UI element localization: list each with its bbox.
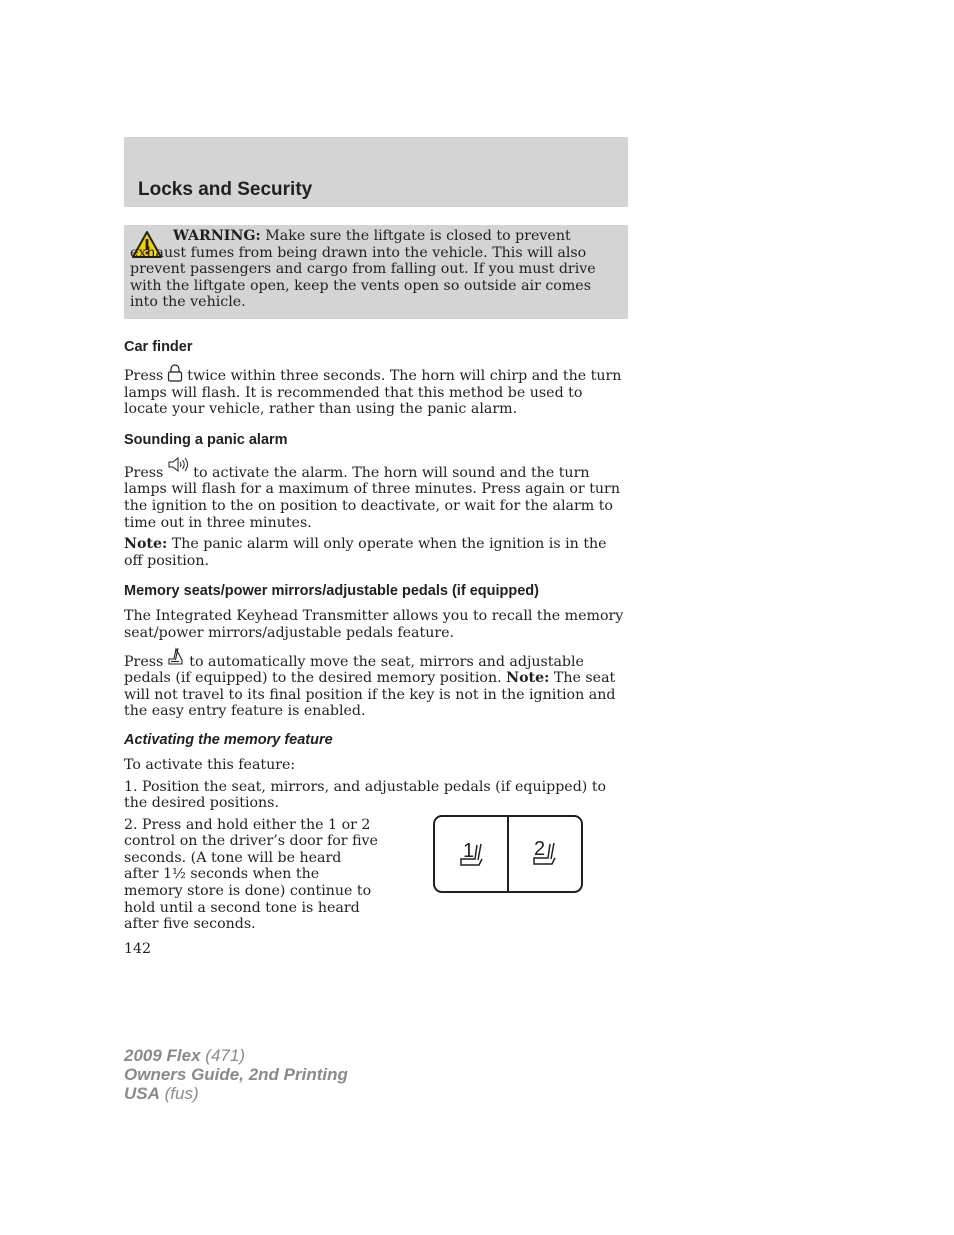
memory-press: Press bbox=[124, 653, 164, 670]
car-finder-paragraph bbox=[124, 364, 628, 418]
panic-alarm-paragraph bbox=[124, 457, 628, 531]
panic-text: to activate the alarm. The horn will sound and the turn lamps will flash for a maximum of three minutes. Press again or turn the ignition to the on position to deactivate, or wait for the alarm to time out in three minutes. bbox=[124, 464, 620, 531]
footer-line-1 bbox=[124, 1046, 348, 1065]
warning-body: Make sure the liftgate is closed to prevent exhaust fumes from being drawn into the vehicle. This will also prevent passengers and cargo from falling out. If you must drive with the liftgate open, keep the vents open so outside air comes into the vehicle. bbox=[130, 228, 596, 311]
activating-step-2: 2. Press and hold either the 1 or 2 control on the driver’s door for five seconds. (A tone will be heard after 1½ seconds when the memory store is done) continue to hold until a second tone is heard after five seconds. bbox=[124, 816, 378, 933]
footer-model: 2009 Flex bbox=[124, 1046, 201, 1065]
footer-line-3 bbox=[124, 1084, 348, 1103]
car-finder-heading: Car finder bbox=[124, 339, 193, 355]
car-finder-text: twice within three seconds. The horn will chirp and the turn lamps will flash. It is recommended that this method be used to locate your vehicle, rather than using the panic alarm. bbox=[124, 368, 622, 418]
memory-paragraph bbox=[124, 647, 628, 720]
memory-text: to automatically move the seat, mirrors and adjustable pedals (if equipped) to the desired memory position. bbox=[124, 653, 584, 687]
page-title: Locks and Security bbox=[138, 179, 313, 200]
warning-label: WARNING: bbox=[173, 228, 261, 244]
footer-market-code: (fus) bbox=[164, 1084, 199, 1103]
panic-note-text: The panic alarm will only operate when the ignition is in the off position. bbox=[124, 536, 607, 569]
activating-heading: Activating the memory feature bbox=[124, 731, 333, 748]
section-header bbox=[124, 137, 628, 207]
memory-switch-illustration bbox=[433, 815, 583, 895]
panic-press: Press bbox=[124, 464, 164, 481]
page-number: 142 bbox=[124, 940, 152, 957]
warning-box bbox=[124, 225, 628, 319]
footer-model-code: (471) bbox=[205, 1046, 245, 1065]
memory-button-2-label: 2 bbox=[534, 837, 546, 860]
memory-note-text: The seat will not travel to its final position if the key is not in the ignition and the easy entry feature is enabled. bbox=[124, 670, 616, 720]
panic-alarm-heading: Sounding a panic alarm bbox=[124, 431, 288, 448]
memory-button-1-label: 1 bbox=[463, 839, 475, 862]
activating-step-1: 1. Position the seat, mirrors, and adjustable pedals (if equipped) to the desired positions. bbox=[124, 778, 607, 812]
memory-heading: Memory seats/power mirrors/adjustable pedals (if equipped) bbox=[124, 583, 539, 600]
step-2-block bbox=[124, 816, 628, 933]
memory-intro: The Integrated Keyhead Transmitter allows you to recall the memory seat/power mirrors/adjustable pedals feature. bbox=[124, 608, 624, 641]
panic-note-label: Note: bbox=[124, 536, 168, 553]
horn-icon bbox=[167, 457, 189, 473]
footer-line-2: Owners Guide, 2nd Printing bbox=[124, 1065, 348, 1084]
footer-market: USA bbox=[124, 1084, 160, 1103]
lock-icon bbox=[167, 364, 183, 382]
activating-intro: To activate this feature: bbox=[124, 756, 296, 773]
panic-note bbox=[124, 536, 628, 569]
footer-info bbox=[124, 1046, 348, 1103]
memory-note-label: Note: bbox=[506, 670, 550, 687]
memory-seat-icon bbox=[167, 647, 185, 667]
main-content bbox=[124, 338, 628, 957]
warning-text bbox=[130, 228, 616, 311]
car-finder-press: Press bbox=[124, 368, 164, 384]
